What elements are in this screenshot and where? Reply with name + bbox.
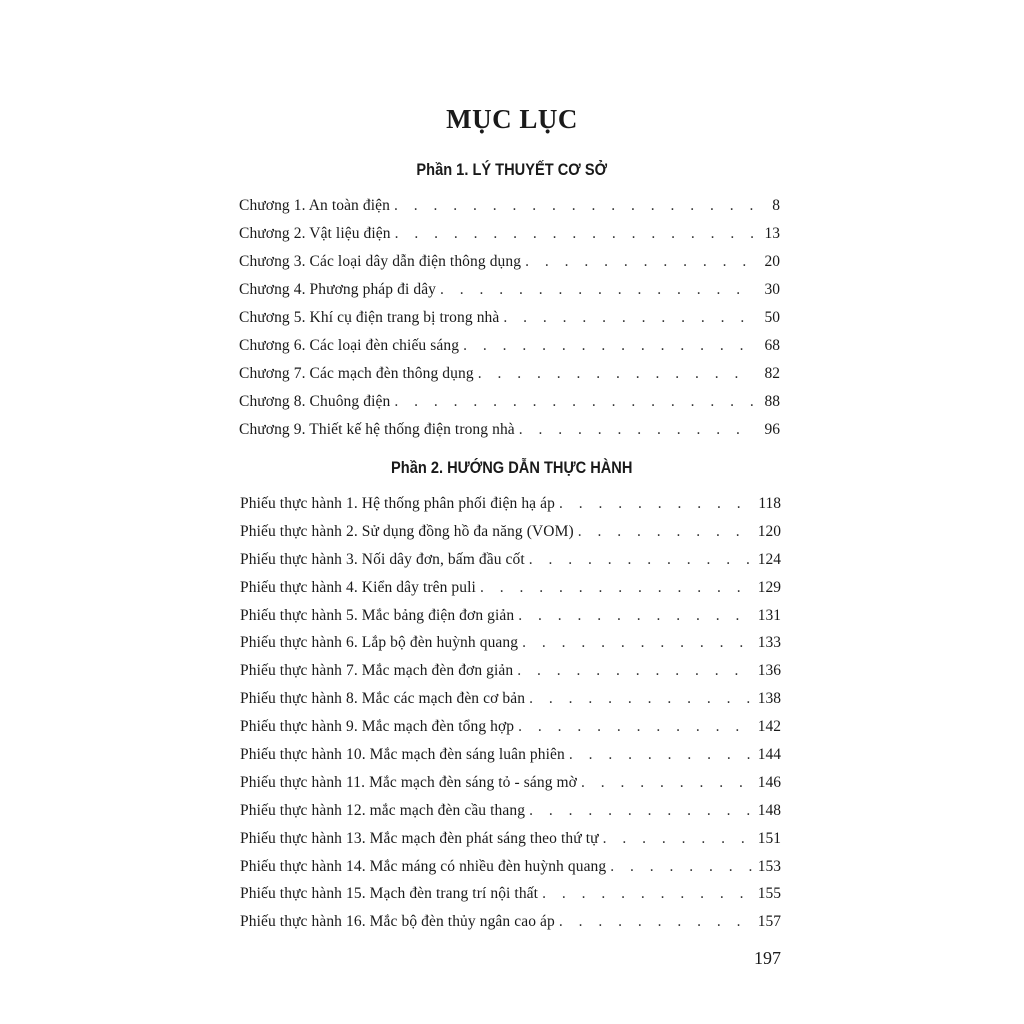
toc-entry-page: 136 [757,662,781,680]
part2-entry-list [240,490,781,936]
dot-leader [525,248,754,276]
toc-entry-label: Phiếu thực hành 14. Mắc máng có nhiều đèn huỳnh quang [240,857,607,875]
toc-entry [239,360,780,388]
toc-entry-page: 138 [757,690,781,708]
dot-leader [578,518,754,546]
toc-entry [240,853,781,881]
part2-heading: Phần 2. HƯỚNG DẪN THỰC HÀNH [391,458,633,477]
toc-entry-label: Chương 7. Các mạch đèn thông dụng [239,365,474,382]
toc-entry-label: Phiếu thực hành 11. Mắc mạch đèn sáng tỏ - sáng mờ [240,773,577,791]
dot-leader [569,741,754,769]
toc-entry [240,574,781,602]
toc-entry [239,192,780,220]
toc-entry-page: 88 [764,393,780,410]
toc-entry [239,248,780,276]
dot-leader [517,657,753,685]
dot-leader [529,797,754,825]
toc-entry-label: Phiếu thực hành 12. mắc mạch đèn cầu thang [240,801,526,819]
toc-entry-label: Chương 2. Vật liệu điện [239,225,391,242]
dot-leader [440,276,754,304]
dot-leader [463,332,754,360]
toc-entry [239,416,780,444]
dot-leader [529,685,754,713]
toc-entry-page: 133 [757,634,781,652]
dot-leader [559,908,754,936]
toc-entry-page: 30 [764,281,780,298]
dot-leader [394,388,754,416]
toc-entry-label: Chương 4. Phương pháp đi dây [239,281,437,298]
toc-entry-page: 20 [764,253,780,270]
toc-entry-label: Phiếu thực hành 9. Mắc mạch đèn tổng hợp [240,718,515,736]
toc-entry-page: 148 [757,801,781,819]
toc-entry-page: 50 [764,309,780,326]
toc-entry-page: 157 [757,913,781,931]
toc-entry [240,518,781,546]
toc-entry [240,490,781,518]
toc-entry-page: 155 [757,885,781,903]
toc-entry-page: 120 [757,522,781,540]
toc-entry-label: Chương 9. Thiết kế hệ thống điện trong nhà [239,421,515,438]
toc-entry-page: 142 [757,718,781,736]
dot-leader [518,713,754,741]
toc-entry [239,332,780,360]
toc-entry-label: Chương 8. Chuông điện [239,393,391,410]
dot-leader [518,602,754,630]
toc-entry-label: Chương 6. Các loại đèn chiếu sáng [239,337,460,354]
dot-leader [529,546,754,574]
toc-entry-label: Phiếu thực hành 7. Mắc mạch đèn đơn giản [240,662,514,680]
toc-entry-label: Phiếu thực hành 1. Hệ thống phân phối điện hạ áp [240,495,555,512]
toc-entry-page: 68 [764,337,780,354]
dot-leader [394,192,754,220]
dot-leader [559,490,754,518]
toc-entry-page: 151 [757,829,781,847]
toc-entry-label: Phiếu thực hành 13. Mắc mạch đèn phát sáng theo thứ tự [240,829,599,847]
toc-entry-page: 96 [764,421,780,438]
toc-entry-page: 144 [757,746,781,764]
toc-entry-page: 153 [757,857,781,875]
toc-entry-page: 129 [757,578,781,596]
toc-entry-page: 8 [772,197,780,214]
toc-entry-label: Chương 1. An toàn điện [239,197,390,214]
toc-entry-label: Phiếu thực hành 2. Sử dụng đồng hồ đa năng (VOM) [240,522,574,540]
toc-entry [240,880,781,908]
dot-leader [519,416,754,444]
toc-entry [240,657,781,685]
page-title: MỤC LỤC [446,104,578,134]
dot-leader [603,825,754,853]
part1-heading: Phần 1. LÝ THUYẾT CƠ SỞ [416,160,608,179]
toc-entry-label: Phiếu thực hành 15. Mạch đèn trang trí nội thất [240,885,539,903]
toc-entry-page: 118 [758,495,781,512]
dot-leader [395,220,754,248]
toc-entry [240,629,781,657]
toc-entry-label: Phiếu thực hành 10. Mắc mạch đèn sáng luân phiên [240,746,565,764]
toc-entry-label: Chương 3. Các loại dây dẫn điện thông dụng [239,253,522,270]
dot-leader [542,880,754,908]
toc-entry [240,741,781,769]
toc-entry [240,797,781,825]
toc-entry [239,276,780,304]
toc-entry-label: Phiếu thực hành 16. Mắc bộ đèn thủy ngân cao áp [240,913,555,931]
toc-entry [240,908,781,936]
dot-leader [581,769,754,797]
toc-entry-page: 131 [757,606,781,624]
dot-leader [503,304,754,332]
toc-entry [240,713,781,741]
toc-entry-label: Phiếu thực hành 8. Mắc các mạch đèn cơ bản [240,690,526,708]
dot-leader [522,629,754,657]
page-number: 197 [754,948,781,968]
toc-entry [240,546,781,574]
toc-entry [240,685,781,713]
toc-entry-page: 82 [764,365,780,382]
part1-entry-list [239,192,780,444]
toc-entry [240,769,781,797]
toc-entry-label: Phiếu thực hành 4. Kiển dây trên puli [240,578,476,596]
dot-leader [610,853,754,881]
toc-entry-label: Phiếu thực hành 5. Mắc bảng điện đơn giản [240,606,515,624]
toc-entry [240,602,781,630]
toc-entry-page: 13 [764,225,780,242]
dot-leader [480,574,754,602]
toc-entry-label: Phiếu thực hành 6. Lắp bộ đèn huỳnh quang [240,634,519,652]
toc-entry [239,388,780,416]
toc-entry [240,825,781,853]
toc-entry-page: 146 [757,773,781,791]
toc-entry [239,220,780,248]
toc-entry [239,304,780,332]
toc-entry-page: 124 [757,550,781,568]
toc-entry-label: Phiếu thực hành 3. Nối dây đơn, bấm đầu cốt [240,550,525,568]
dot-leader [478,360,754,388]
toc-entry-label: Chương 5. Khí cụ điện trang bị trong nhà [239,309,500,326]
